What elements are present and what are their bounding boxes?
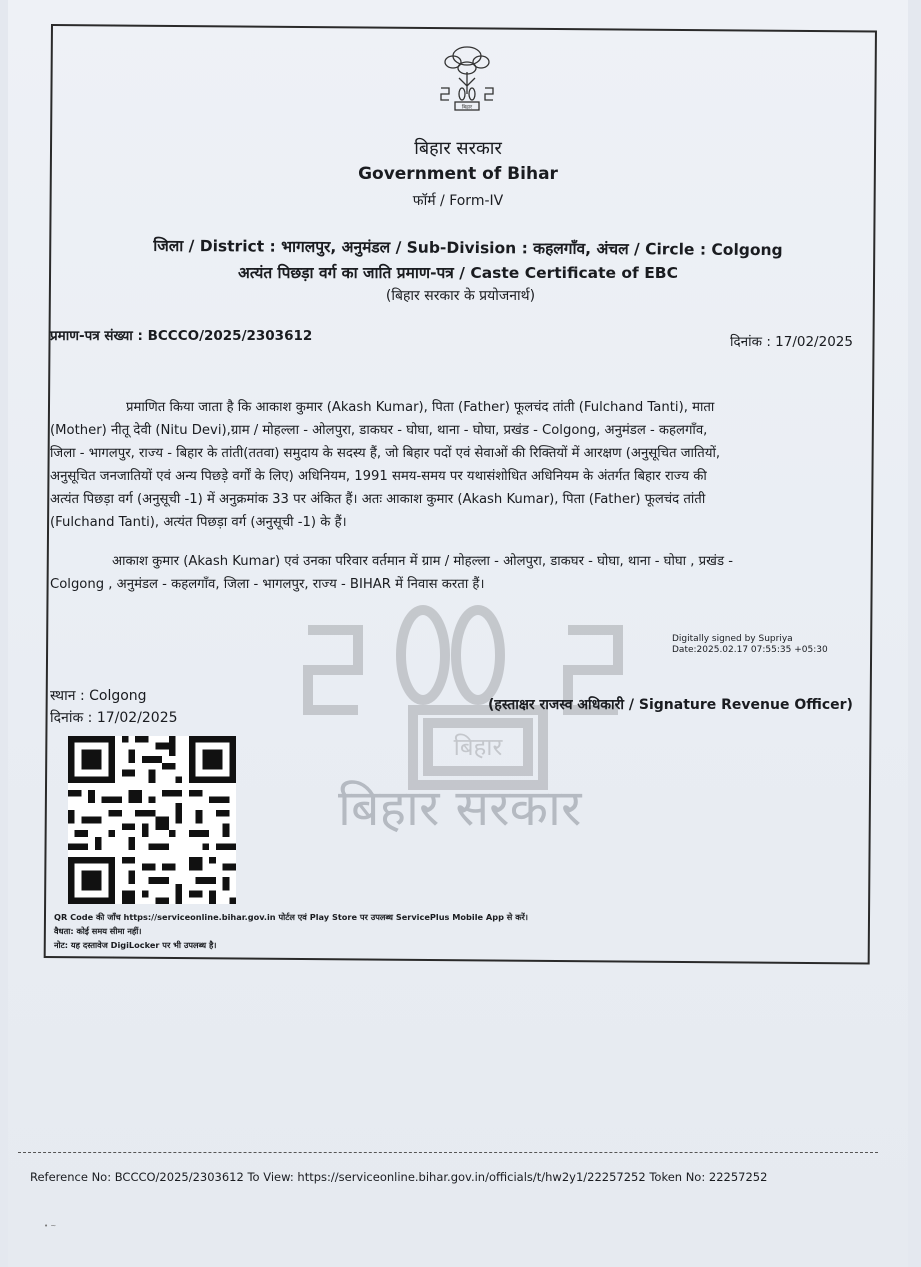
digital-signature-by: Digitally signed by Supriya bbox=[672, 634, 793, 644]
para1-line: जिला - भागलपुर, राज्य - बिहार के तांती(ततवा) समुदाय के सदस्य हैं, जो बिहार पदों एवं सेवाओं की रिक्तियों में आरक्षण (अनुसूचित जातियों, bbox=[50, 446, 721, 461]
footer-divider bbox=[18, 1152, 878, 1153]
page-mark: • ~ bbox=[44, 1222, 57, 1230]
digilocker-note: नोट: यह दस्तावेज DigiLocker पर भी उपलब्ध है। bbox=[54, 940, 217, 950]
para2-line: Colgong , अनुमंडल - कहलगाँव, जिला - भागलपुर, राज्य - BIHAR में निवास करता हैं। bbox=[50, 577, 485, 592]
qr-verification-note: QR Code की जाँच https://serviceonline.bihar.gov.in पोर्टल एवं Play Store पर उपलब्ध ServicePlus Mobile App से करें। bbox=[54, 912, 528, 922]
certificate-date: दिनांक : 17/02/2025 bbox=[730, 334, 853, 350]
para2-line: आकाश कुमार (Akash Kumar) एवं उनका परिवार वर्तमान में ग्राम / मोहल्ला - ओलपुरा, डाकघर - घोघा, थाना - घोघा , प्रखंड - bbox=[112, 554, 733, 569]
title-english: Government of Bihar bbox=[358, 164, 558, 184]
para1-line: प्रमाणित किया जाता है कि आकाश कुमार (Akash Kumar), पिता (Father) फूलचंद तांती (Fulchand Tanti), माता bbox=[126, 400, 715, 415]
digital-signature-date: Date:2025.02.17 07:55:35 +05:30 bbox=[672, 645, 828, 655]
certificate-title: अत्यंत पिछड़ा वर्ग का जाति प्रमाण-पत्र / Caste Certificate of EBC bbox=[238, 264, 678, 282]
purpose-line: (बिहार सरकार के प्रयोजनार्थ) bbox=[385, 288, 536, 304]
certificate-paragraph-2 bbox=[50, 550, 890, 596]
district-line: जिला / District : भागलपुर, अनुमंडल / Sub-Division : कहलगाँव, अंचल / Circle : Colgong bbox=[153, 236, 783, 260]
para1-line: अनुसूचित जनजातियों एवं अन्य पिछड़े वर्गों के लिए) अधिनियम, 1991 समय-समय पर यथासंशोधित अधिनियम के अंतर्गत बिहार राज्य की bbox=[50, 469, 707, 484]
validity-note: वैधता: कोई समय सीमा नहीं। bbox=[54, 926, 142, 936]
certificate-paper bbox=[8, 0, 908, 1267]
watermark-text: बिहार सरकार bbox=[338, 779, 582, 837]
certificate-number: प्रमाण-पत्र संख्या : BCCCO/2025/2303612 bbox=[50, 328, 313, 344]
title-hindi: बिहार सरकार bbox=[414, 138, 502, 159]
signature-label: (हस्ताक्षर राजस्व अधिकारी / Signature Revenue Officer) bbox=[488, 697, 853, 713]
place-date: दिनांक : 17/02/2025 bbox=[50, 710, 178, 726]
reference-line: Reference No: BCCCO/2025/2303612 To View: https://serviceonline.bihar.gov.in/officials/t/hw2y1/22257252 Token No: 22257252 bbox=[30, 1170, 768, 1184]
place: स्थान : Colgong bbox=[50, 688, 147, 704]
watermark-logo-text: बिहार bbox=[453, 733, 503, 761]
emblem-logo-text: बिहार bbox=[461, 104, 473, 111]
para1-line: (Mother) नीतू देवी (Nitu Devi),ग्राम / मोहल्ला - ओलपुरा, डाकघर - घोघा, थाना - घोघा, प्रखंड - Colgong, अनुमंडल - कहलगाँव, bbox=[50, 423, 708, 438]
bihar-emblem-icon bbox=[433, 42, 501, 112]
qr-code-icon[interactable] bbox=[68, 736, 236, 904]
form-number: फॉर्म / Form-IV bbox=[412, 193, 504, 209]
certificate-paragraph-1 bbox=[50, 396, 890, 534]
para1-line: अत्यंत पिछड़ा वर्ग (अनुसूची -1) में अनुक्रमांक 33 पर अंकित हैं। अतः आकाश कुमार (Akash Kumar), पिता (Father) फूलचंद तांती bbox=[50, 492, 706, 507]
para1-line: (Fulchand Tanti), अत्यंत पिछड़ा वर्ग (अनुसूची -1) के हैं। bbox=[50, 515, 347, 530]
